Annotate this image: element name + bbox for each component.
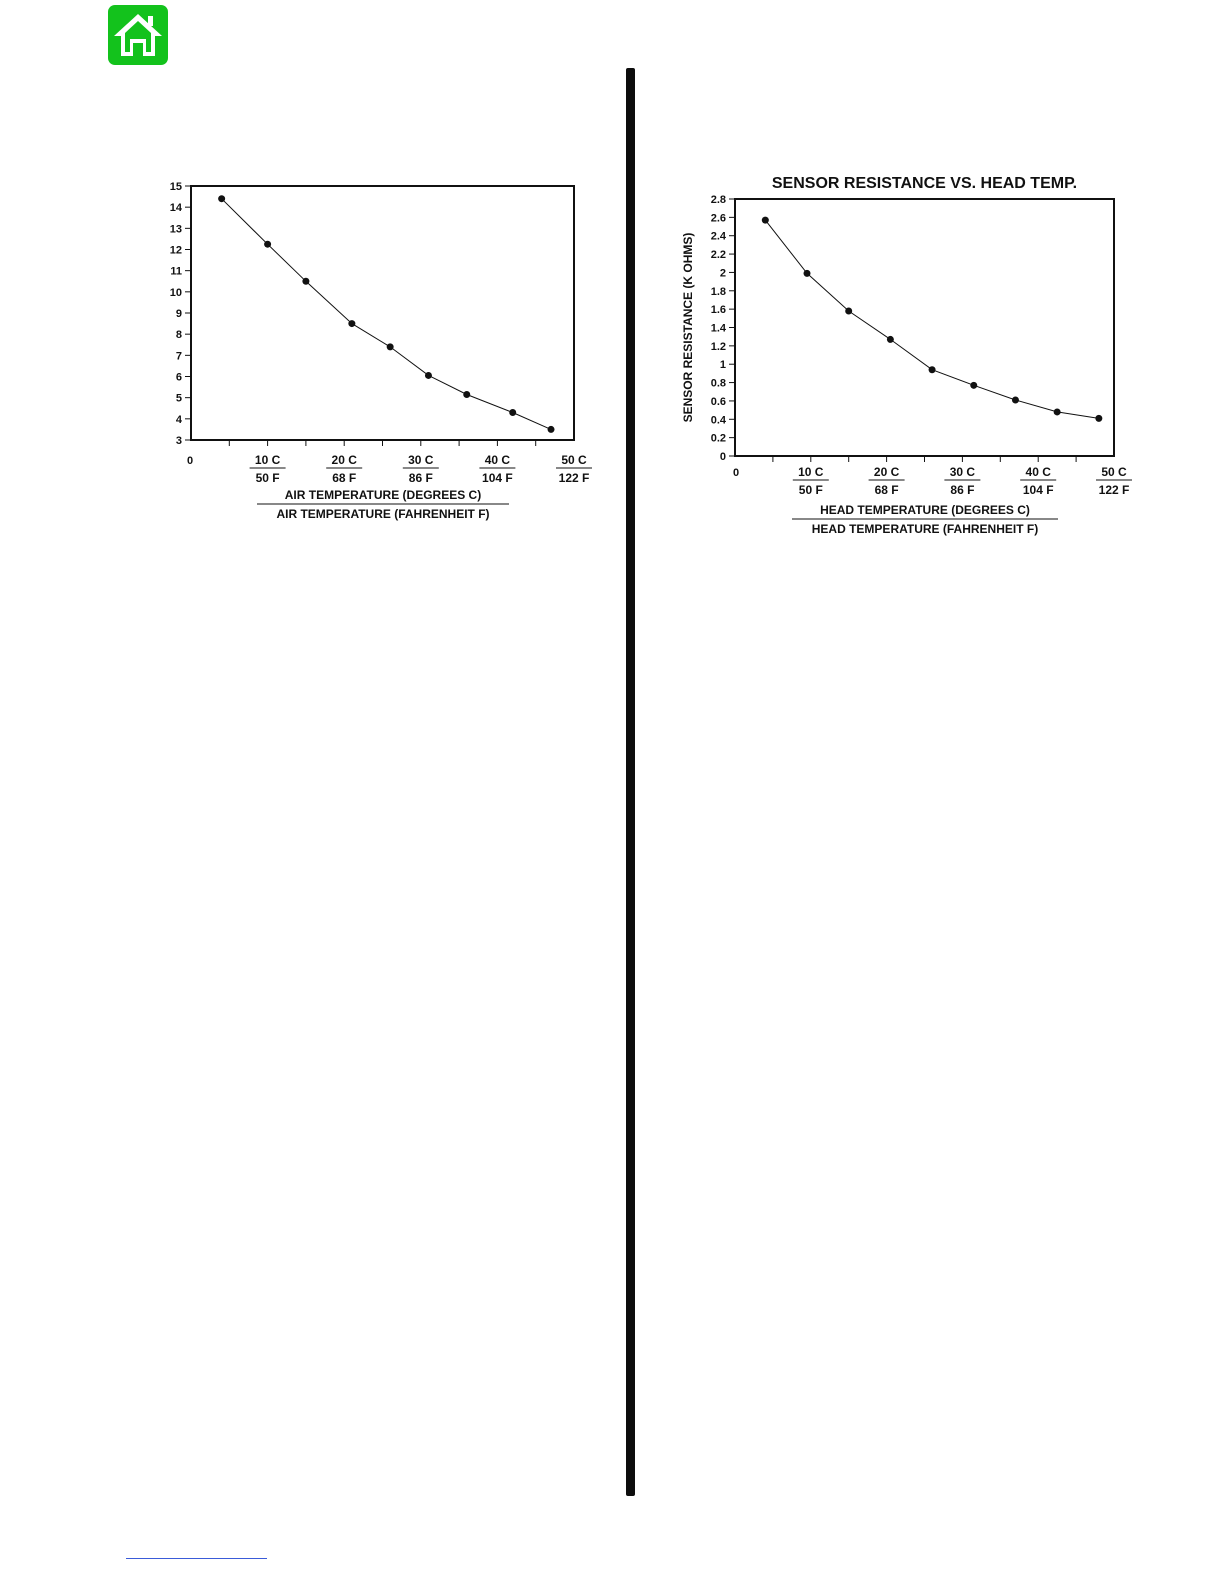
footer-link-rule: [126, 1558, 267, 1559]
data-point: [1012, 397, 1019, 404]
data-point: [218, 195, 225, 202]
y-tick-label: 4: [175, 413, 182, 426]
x-axis-label: HEAD TEMPERATURE (DEGREES C): [820, 503, 1030, 517]
column-divider: [626, 68, 635, 1496]
y-tick-label: 2: [719, 267, 726, 280]
x-tick-label-celsius: 40 C: [484, 453, 511, 467]
data-point: [387, 343, 394, 350]
data-point: [845, 307, 852, 314]
y-tick-label: 2.6: [710, 212, 726, 225]
home-button[interactable]: [108, 5, 168, 65]
y-tick-label: 6: [175, 371, 182, 384]
x-tick-label-fahrenheit: 86 F: [408, 471, 433, 485]
y-tick-label: 5: [175, 392, 182, 405]
data-point: [929, 366, 936, 373]
x-axis-label-fahrenheit: HEAD TEMPERATURE (FAHRENHEIT F): [811, 522, 1039, 536]
y-tick-label: 2.2: [710, 249, 726, 262]
data-point: [970, 382, 977, 389]
data-point: [264, 241, 271, 248]
data-point: [348, 320, 355, 327]
x-tick-label-fahrenheit: 68 F: [332, 471, 357, 485]
y-tick-label: 0.8: [710, 377, 726, 390]
series-line: [765, 220, 1099, 418]
x-tick-label-celsius: 20 C: [331, 453, 357, 467]
data-point: [425, 372, 432, 379]
x-tick-label-celsius: 10 C: [254, 453, 281, 467]
data-point: [1054, 408, 1061, 415]
y-tick-label: 0.6: [710, 395, 726, 408]
y-tick-label: 8: [175, 329, 182, 342]
data-point: [548, 426, 555, 433]
y-tick-label: 1.8: [710, 285, 726, 298]
data-point: [1095, 415, 1102, 422]
y-tick-label: 1.4: [710, 322, 726, 335]
y-tick-label: 1.6: [710, 304, 726, 317]
x-tick-label-celsius: 30 C: [949, 465, 976, 479]
x-tick-label-fahrenheit: 68 F: [874, 483, 899, 497]
data-point: [509, 409, 516, 416]
y-tick-label: 0.4: [710, 414, 726, 427]
y-tick-label: 9: [175, 308, 182, 320]
x-origin-label: 0: [186, 455, 194, 467]
y-tick-label: 13: [169, 223, 182, 236]
y-tick-label: 2.8: [710, 194, 726, 206]
x-tick-label-fahrenheit: 86 F: [950, 483, 975, 497]
y-tick-label: 15: [169, 181, 182, 193]
y-axis-label: SENSOR RESISTANCE (K OHMS): [681, 232, 695, 423]
y-tick-label: 1.2: [710, 340, 726, 353]
y-tick-label: 10: [169, 286, 182, 299]
x-tick-label-fahrenheit: 122 F: [1098, 483, 1130, 497]
plot-frame: [735, 199, 1114, 456]
series-line: [222, 199, 551, 430]
x-tick-label-celsius: 50 C: [561, 453, 587, 467]
x-tick-label-fahrenheit: 104 F: [482, 471, 513, 485]
x-origin-label: 0: [732, 467, 740, 479]
x-tick-label-fahrenheit: 104 F: [1022, 483, 1054, 497]
air-temperature-chart: [150, 170, 610, 530]
x-axis-label: AIR TEMPERATURE (DEGREES C): [284, 488, 482, 502]
head-temperature-chart: [675, 168, 1145, 548]
y-tick-label: 3: [175, 435, 182, 447]
data-point: [762, 217, 769, 224]
data-point: [804, 270, 811, 277]
x-tick-label-fahrenheit: 50 F: [798, 483, 823, 497]
y-tick-label: 12: [169, 244, 182, 257]
y-tick-label: 0.2: [710, 432, 726, 445]
x-tick-label-fahrenheit: 122 F: [558, 471, 590, 485]
chart-title: SENSOR RESISTANCE VS. HEAD TEMP.: [771, 175, 1078, 192]
x-axis-label-fahrenheit: AIR TEMPERATURE (FAHRENHEIT F): [276, 507, 490, 521]
y-tick-label: 7: [175, 350, 182, 363]
y-tick-label: 1: [719, 359, 726, 372]
x-tick-label-fahrenheit: 50 F: [255, 471, 280, 485]
y-tick-label: 2.4: [710, 230, 726, 243]
y-tick-label: 14: [169, 202, 182, 215]
y-tick-label: 11: [170, 265, 182, 278]
home-icon: [108, 5, 168, 65]
data-point: [463, 391, 470, 398]
y-tick-label: 0: [719, 451, 726, 463]
data-point: [887, 336, 894, 343]
x-tick-label-celsius: 20 C: [873, 465, 900, 479]
plot-frame: [191, 186, 574, 440]
x-tick-label-celsius: 50 C: [1101, 465, 1127, 479]
x-tick-label-celsius: 10 C: [798, 465, 824, 479]
x-tick-label-celsius: 30 C: [408, 453, 434, 467]
data-point: [302, 278, 309, 285]
x-tick-label-celsius: 40 C: [1025, 465, 1051, 479]
